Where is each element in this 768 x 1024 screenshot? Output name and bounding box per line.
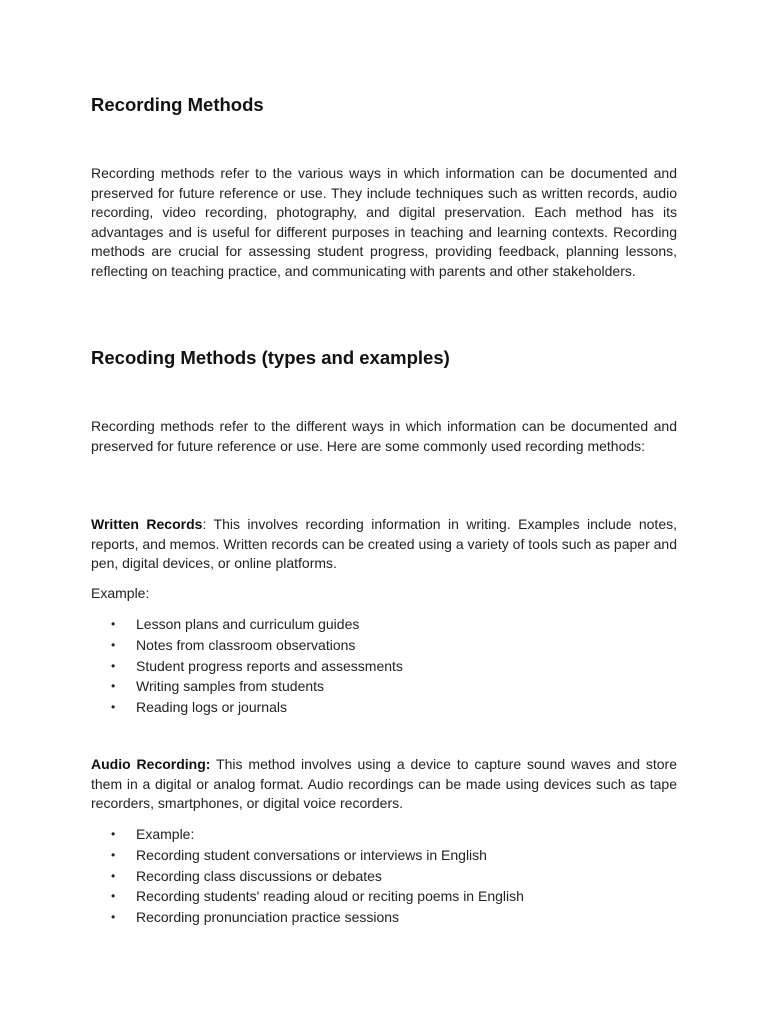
- types-heading: Recoding Methods (types and examples): [91, 347, 450, 368]
- intro-paragraph: Recording methods refer to the various ways in which information can be documented and preserved for future reference or use. They include techniques such as written records, audio recording, video recording, photography, and digital preservation. Each method has its advantages and is useful for different purposes in teaching and learning contexts. Recording methods are crucial for assessing student progress, providing feedback, planning lessons, reflecting on teaching practice, and communicating with parents and other stakeholders.: [91, 165, 677, 279]
- bullet-icon: •: [111, 658, 116, 673]
- types-intro-paragraph: Recording methods refer to the different ways in which information can be documented and preserved for future reference or use. Here are some commonly used recording methods:: [91, 418, 677, 454]
- list-item: • Writing samples from students: [91, 676, 677, 697]
- audio-recording-term: Audio Recording:: [91, 756, 211, 772]
- bullet-icon: •: [111, 847, 116, 862]
- list-item: • Example:: [91, 824, 677, 845]
- bullet-icon: •: [111, 637, 116, 652]
- bullet-icon: •: [111, 827, 116, 841]
- bullet-icon: •: [111, 617, 116, 631]
- list-item: • Recording student conversations or interviews in English: [91, 845, 677, 866]
- list-item: • Lesson plans and curriculum guides: [91, 614, 677, 635]
- bullet-icon: •: [111, 679, 116, 694]
- audio-recording-paragraph: [91, 755, 677, 814]
- written-records-list: [91, 614, 677, 718]
- audio-recording-list: [91, 824, 677, 928]
- bullet-icon: •: [111, 889, 116, 904]
- written-example-label: Example:: [91, 585, 150, 601]
- audio-recording-text: This method involves using a device to capture sound waves and store them in a digital or analog format. Audio recordings can be made using devices such as tape recorders, smartphones, or digital voice recorders.: [91, 756, 677, 811]
- list-item: • Reading logs or journals: [91, 697, 677, 718]
- written-records-term: Written Records: [91, 516, 203, 532]
- list-item: • Recording students' reading aloud or reciting poems in English: [91, 886, 677, 907]
- bullet-icon: •: [111, 868, 116, 883]
- written-records-text: : This involves recording information in writing. Examples include notes, reports, and memos. Written records can be created using a variety of tools such as paper and pen, digital devices, or online platforms.: [91, 516, 677, 571]
- list-item: • Recording class discussions or debates: [91, 866, 677, 887]
- list-item: • Student progress reports and assessments: [91, 656, 677, 677]
- list-item: • Recording pronunciation practice sessions: [91, 907, 677, 928]
- list-item: • Notes from classroom observations: [91, 635, 677, 656]
- page-title: Recording Methods: [91, 94, 264, 115]
- bullet-icon: •: [111, 910, 116, 925]
- bullet-icon: •: [111, 700, 116, 715]
- written-records-paragraph: [91, 515, 677, 574]
